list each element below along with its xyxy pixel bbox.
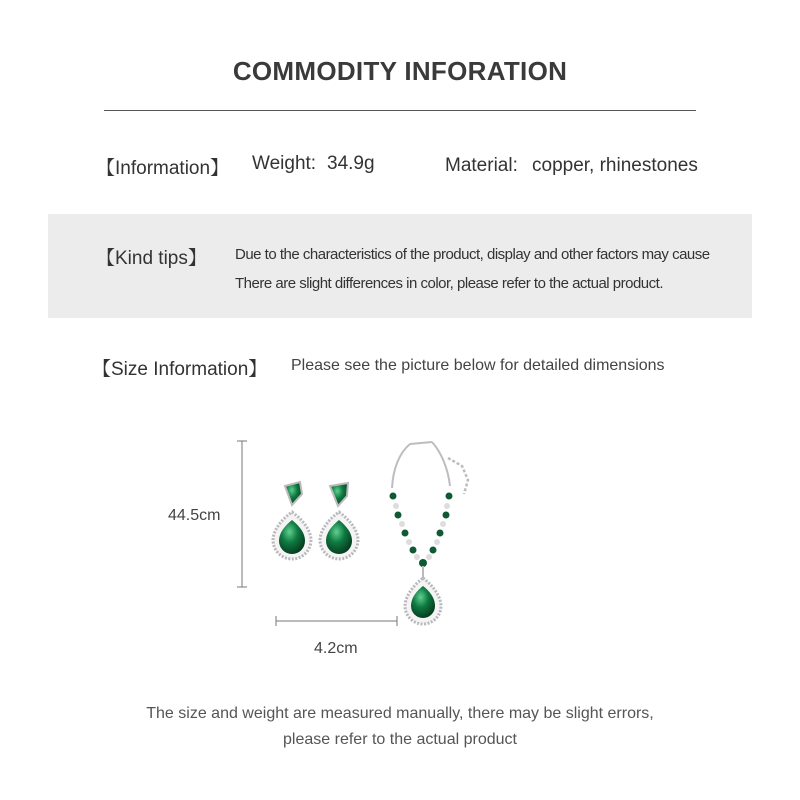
earring-left [273,482,311,559]
height-dimension-line [237,441,247,587]
page-title: COMMODITY INFORATION [232,56,568,86]
kind-tips-line-1: Due to the characteristics of the product, display and other factors may cause [235,246,710,263]
material-label: Material: [445,155,518,176]
weight-label: Weight: [252,153,317,174]
information-label: 【Information】 [96,158,230,179]
height-dimension-label: 44.5cm [168,507,221,524]
footer-line-1: The size and weight are measured manually, there may be slight errors, [146,705,654,722]
width-dimension-label: 4.2cm [314,640,358,657]
earring-right [320,483,358,559]
footer-line-2: please refer to the actual product [283,731,517,748]
necklace-pendant [405,566,441,624]
necklace-chain [392,442,468,494]
size-information-label: 【Size Information】 [92,359,268,380]
material-value: copper, rhinestones [532,155,698,176]
necklace-stones [390,493,453,568]
width-dimension-line [276,616,397,626]
kind-tips-line-2: There are slight differences in color, please refer to the actual product. [235,275,663,292]
weight-value: 34.9g [327,153,375,174]
size-information-note: Please see the picture below for detailed dimensions [291,357,665,374]
kind-tips-label: 【Kind tips】 [96,248,207,269]
